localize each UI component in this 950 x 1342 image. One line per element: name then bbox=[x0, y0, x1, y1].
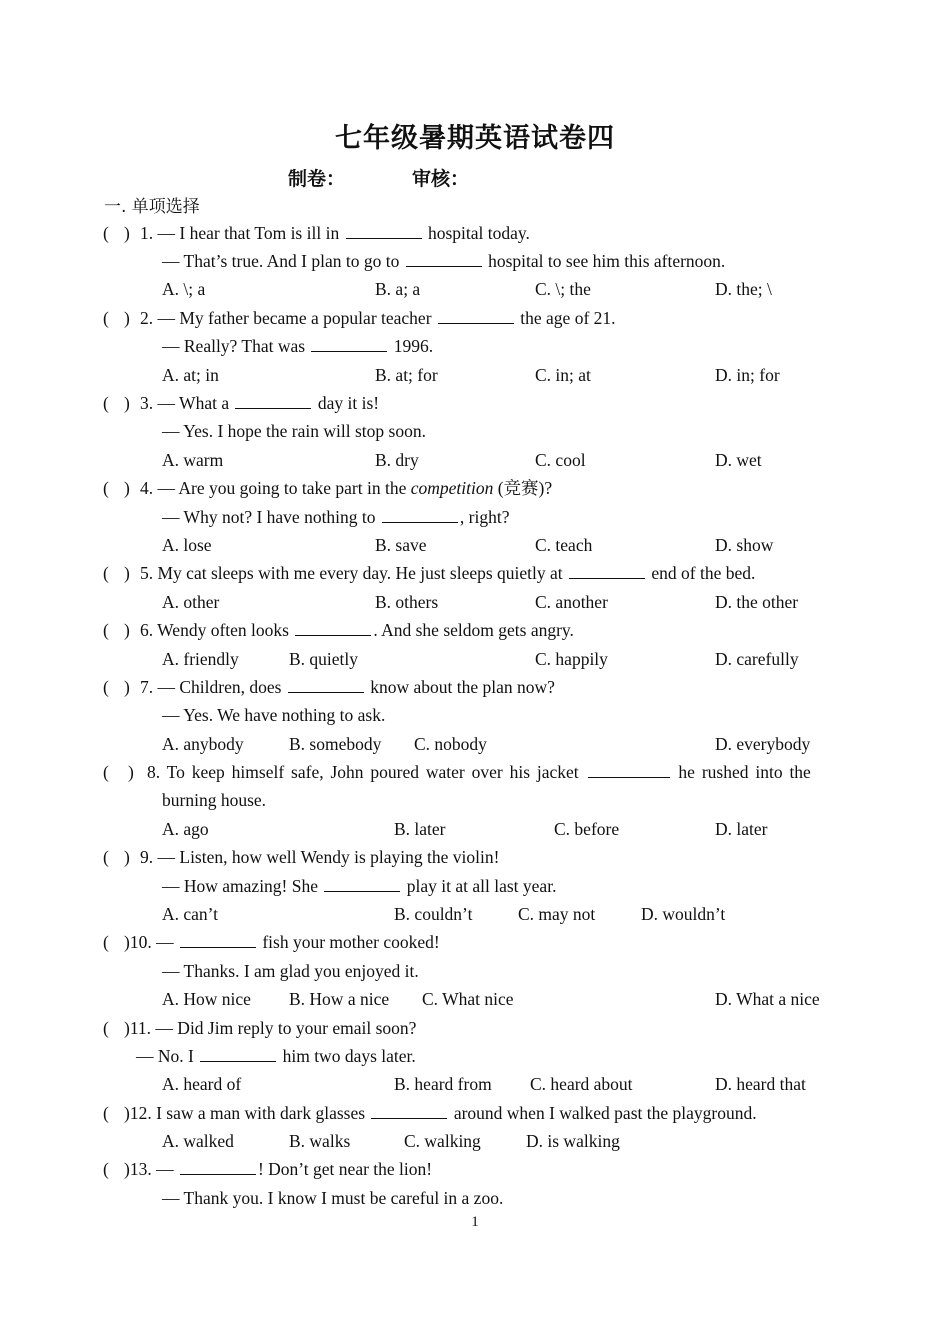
answer-blank[interactable] bbox=[588, 763, 670, 778]
option-b[interactable]: B. heard from bbox=[394, 1074, 492, 1094]
option-c[interactable]: C. teach bbox=[535, 535, 593, 555]
dialogue-text: 1996. bbox=[393, 336, 434, 356]
answer-paren-close: ) bbox=[124, 478, 130, 498]
answer-paren-close: ) bbox=[124, 563, 130, 583]
option-b[interactable]: B. somebody bbox=[289, 734, 382, 754]
answer-paren-close: ) bbox=[124, 847, 130, 867]
option-c[interactable]: C. another bbox=[535, 592, 608, 612]
page-title: 七年级暑期英语试卷四 bbox=[335, 123, 615, 154]
option-b[interactable]: B. walks bbox=[289, 1131, 351, 1151]
question-text: 2. — My father became a popular teacher bbox=[140, 308, 432, 328]
answer-blank[interactable] bbox=[180, 1160, 256, 1175]
question-text: the age of 21. bbox=[520, 308, 616, 328]
dialogue-text: play it at all last year. bbox=[406, 876, 557, 896]
answer-blank[interactable] bbox=[438, 309, 514, 324]
option-a[interactable]: A. lose bbox=[162, 535, 212, 555]
question-text: know about the plan now? bbox=[370, 677, 555, 697]
option-b[interactable]: B. a; a bbox=[375, 279, 421, 299]
answer-blank[interactable] bbox=[180, 933, 256, 948]
option-d[interactable]: D. everybody bbox=[715, 734, 811, 754]
option-c[interactable]: C. What nice bbox=[422, 989, 514, 1009]
option-b[interactable]: B. later bbox=[394, 819, 446, 839]
question-text: 8. To keep himself safe, John poured water over his jacket bbox=[147, 762, 579, 782]
dialogue-text: — Thank you. I know I must be careful in a zoo. bbox=[162, 1188, 504, 1208]
option-b[interactable]: B. How a nice bbox=[289, 989, 390, 1009]
question-text: )13. — bbox=[124, 1159, 174, 1179]
answer-blank[interactable] bbox=[295, 621, 371, 636]
answer-paren-open: ( bbox=[103, 393, 109, 413]
answer-paren-close: ) bbox=[124, 620, 130, 640]
answer-blank[interactable] bbox=[311, 337, 387, 352]
answer-paren-close: ) bbox=[124, 223, 130, 243]
question-text: )10. — bbox=[124, 932, 174, 952]
option-c[interactable]: C. walking bbox=[404, 1131, 481, 1151]
question-text: 9. — Listen, how well Wendy is playing the violin! bbox=[140, 847, 500, 867]
option-a[interactable]: A. at; in bbox=[162, 365, 219, 385]
option-c[interactable]: C. heard about bbox=[530, 1074, 633, 1094]
emphasized-word: competition bbox=[410, 478, 494, 498]
option-d[interactable]: D. carefully bbox=[715, 649, 799, 669]
question-text: end of the bed. bbox=[651, 563, 756, 583]
answer-paren-open: ( bbox=[103, 677, 109, 697]
option-c[interactable]: C. happily bbox=[535, 649, 608, 669]
answer-paren-open: ( bbox=[103, 223, 109, 243]
answer-paren-open: ( bbox=[103, 620, 109, 640]
answer-blank[interactable] bbox=[371, 1104, 447, 1119]
answer-paren-open: ( bbox=[103, 1018, 109, 1038]
option-d[interactable]: D. later bbox=[715, 819, 768, 839]
dialogue-text: hospital to see him this afternoon. bbox=[488, 251, 726, 271]
question-text: (竞赛)? bbox=[497, 478, 553, 498]
option-a[interactable]: A. anybody bbox=[162, 734, 244, 754]
answer-blank[interactable] bbox=[406, 252, 482, 267]
option-d[interactable]: D. wet bbox=[715, 450, 762, 470]
option-c[interactable]: C. in; at bbox=[535, 365, 591, 385]
answer-paren-close: ) bbox=[124, 393, 130, 413]
question-text: 7. — Children, does bbox=[140, 677, 282, 697]
answer-paren-open: ( bbox=[103, 563, 109, 583]
option-d[interactable]: D. the; \ bbox=[715, 279, 772, 299]
answer-paren-close: ) bbox=[124, 308, 130, 328]
question-text: day it is! bbox=[317, 393, 380, 413]
answer-blank[interactable] bbox=[288, 678, 364, 693]
question-text: )11. — Did Jim reply to your email soon? bbox=[124, 1018, 417, 1038]
option-c[interactable]: C. may not bbox=[518, 904, 596, 924]
dialogue-text: — Why not? I have nothing to bbox=[162, 507, 376, 527]
option-b[interactable]: B. couldn’t bbox=[394, 904, 473, 924]
answer-blank[interactable] bbox=[235, 394, 311, 409]
reviewer-label: 审核： bbox=[412, 168, 470, 190]
option-b[interactable]: B. quietly bbox=[289, 649, 359, 669]
option-a[interactable]: A. ago bbox=[162, 819, 209, 839]
dialogue-text: — Yes. I hope the rain will stop soon. bbox=[162, 421, 426, 441]
option-b[interactable]: B. others bbox=[375, 592, 439, 612]
dialogue-text: — That’s true. And I plan to go to bbox=[162, 251, 400, 271]
answer-paren-open: ( bbox=[103, 847, 109, 867]
answer-blank[interactable] bbox=[569, 564, 645, 579]
option-d[interactable]: D. the other bbox=[715, 592, 799, 612]
option-c[interactable]: C. before bbox=[554, 819, 620, 839]
option-d[interactable]: D. in; for bbox=[715, 365, 780, 385]
answer-paren-close: ) bbox=[124, 677, 130, 697]
dialogue-text: — Thanks. I am glad you enjoyed it. bbox=[162, 961, 419, 981]
answer-paren-open: ( bbox=[103, 1103, 109, 1123]
question-text: he rushed into the bbox=[678, 762, 811, 782]
answer-paren-open: ( bbox=[103, 1159, 109, 1179]
option-c[interactable]: C. cool bbox=[535, 450, 586, 470]
maker-label: 制卷： bbox=[288, 168, 346, 190]
page-number: 1 bbox=[471, 1214, 479, 1230]
answer-paren-open: ( bbox=[103, 762, 109, 782]
question-text: hospital today. bbox=[427, 223, 530, 243]
dialogue-text: , right? bbox=[459, 507, 510, 527]
question-text-cont: burning house. bbox=[162, 790, 267, 810]
question-text: 3. — What a bbox=[140, 393, 230, 413]
dialogue-text: — Really? That was bbox=[162, 336, 306, 356]
option-b[interactable]: B. save bbox=[375, 535, 427, 555]
question-text: ! Don’t get near the lion! bbox=[257, 1159, 433, 1179]
answer-blank[interactable] bbox=[382, 508, 458, 523]
option-a[interactable]: A. \; a bbox=[162, 279, 206, 299]
option-d[interactable]: D. heard that bbox=[715, 1074, 806, 1094]
option-a[interactable]: A. friendly bbox=[162, 649, 239, 669]
question-text: . And she seldom gets angry. bbox=[373, 620, 574, 640]
question-text: )12. I saw a man with dark glasses bbox=[124, 1103, 366, 1123]
option-a[interactable]: A. walked bbox=[162, 1131, 234, 1151]
answer-blank[interactable] bbox=[346, 224, 422, 239]
answer-paren-open: ( bbox=[103, 478, 109, 498]
option-a[interactable]: A. heard of bbox=[162, 1074, 242, 1094]
option-b[interactable]: B. dry bbox=[375, 450, 419, 470]
question-text: 4. — Are you going to take part in the bbox=[140, 478, 407, 498]
dialogue-text: — Yes. We have nothing to ask. bbox=[162, 705, 386, 725]
answer-paren-open: ( bbox=[103, 932, 109, 952]
option-a[interactable]: A. can’t bbox=[162, 904, 219, 924]
answer-blank[interactable] bbox=[200, 1047, 276, 1062]
option-a[interactable]: A. other bbox=[162, 592, 220, 612]
dialogue-text: — How amazing! She bbox=[162, 876, 319, 896]
question-text: 6. Wendy often looks bbox=[140, 620, 289, 640]
option-b[interactable]: B. at; for bbox=[375, 365, 438, 385]
answer-paren-close: ) bbox=[128, 762, 134, 782]
option-a[interactable]: A. How nice bbox=[162, 989, 251, 1009]
question-text: 1. — I hear that Tom is ill in bbox=[140, 223, 340, 243]
dialogue-text: — No. I bbox=[136, 1046, 194, 1066]
option-d[interactable]: D. is walking bbox=[526, 1131, 620, 1151]
question-text: 5. My cat sleeps with me every day. He just sleeps quietly at bbox=[140, 563, 563, 583]
option-a[interactable]: A. warm bbox=[162, 450, 224, 470]
dialogue-text: him two days later. bbox=[282, 1046, 416, 1066]
answer-paren-open: ( bbox=[103, 308, 109, 328]
option-d[interactable]: D. show bbox=[715, 535, 774, 555]
question-text: fish your mother cooked! bbox=[262, 932, 440, 952]
option-c[interactable]: C. \; the bbox=[535, 279, 591, 299]
question-text: around when I walked past the playground. bbox=[453, 1103, 757, 1123]
option-d[interactable]: D. wouldn’t bbox=[641, 904, 726, 924]
answer-blank[interactable] bbox=[324, 877, 400, 892]
section-heading: 一. 单项选择 bbox=[104, 197, 200, 217]
option-c[interactable]: C. nobody bbox=[414, 734, 487, 754]
option-d[interactable]: D. What a nice bbox=[715, 989, 820, 1009]
